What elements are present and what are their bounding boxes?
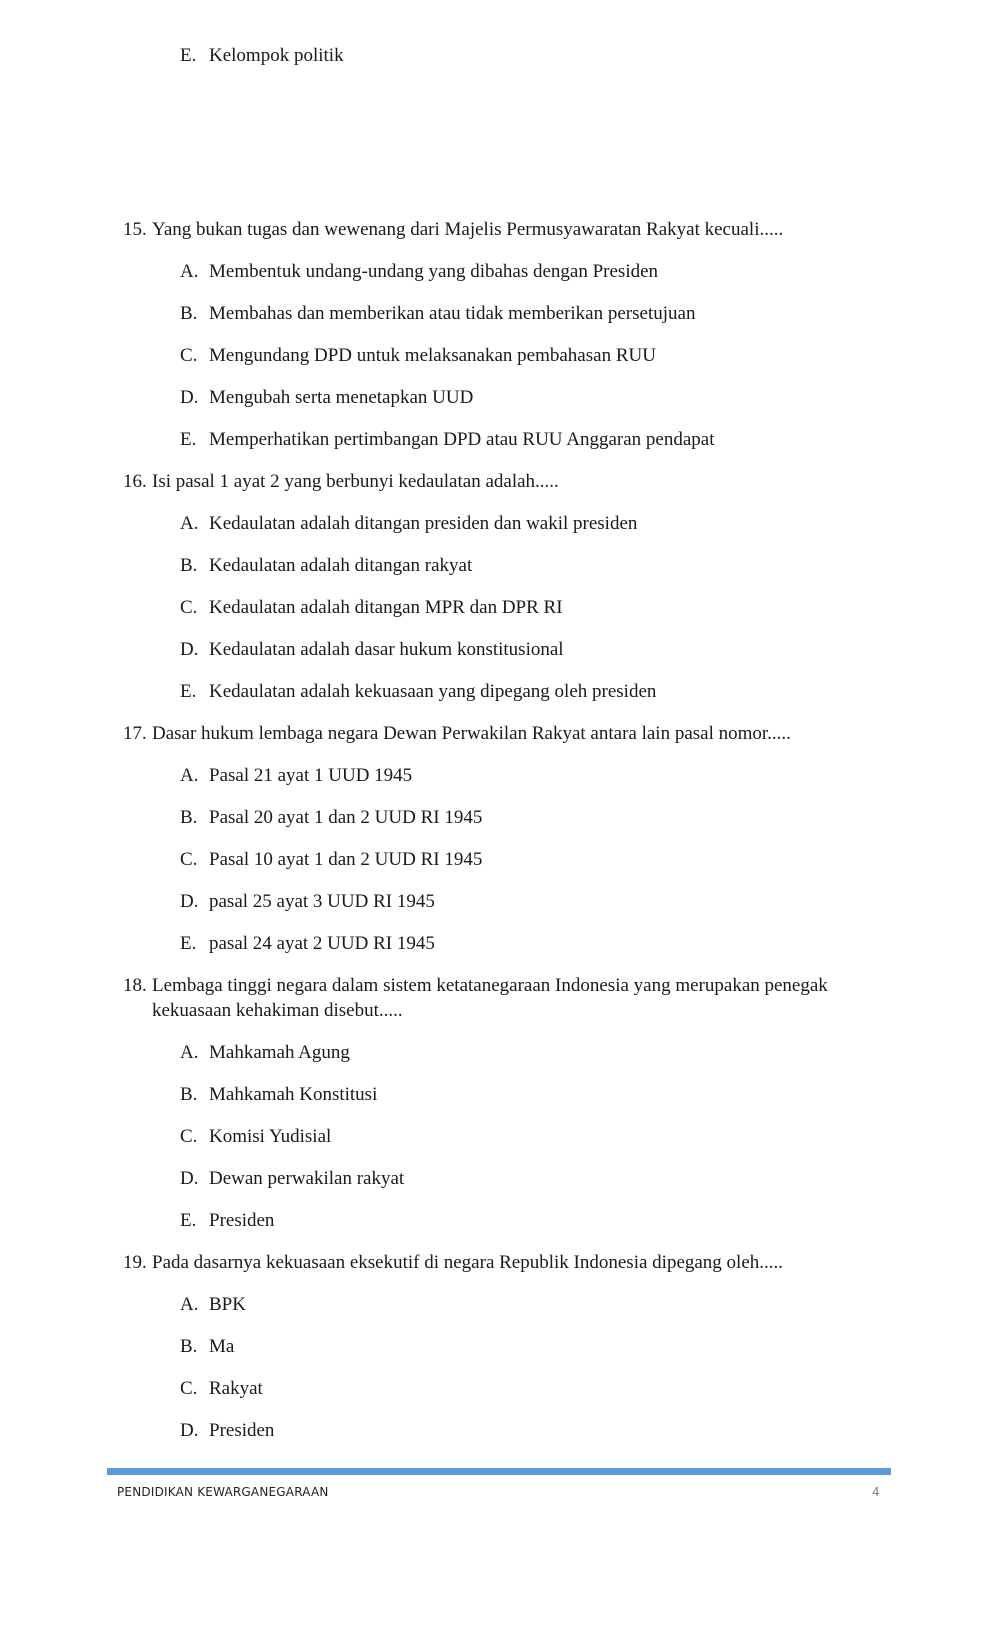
footer-title: PENDIDIKAN KEWARGANEGARAAN [117, 1485, 329, 1499]
option-text: Mengubah serta menetapkan UUD [209, 387, 474, 408]
option-text: Presiden [209, 1210, 275, 1231]
option-letter: D. [180, 1168, 199, 1189]
option-text: Kedaulatan adalah dasar hukum konstitusional [209, 639, 564, 660]
option-text: Membentuk undang-undang yang dibahas dengan Presiden [209, 261, 659, 282]
option-letter: D. [180, 639, 199, 660]
footer-divider [107, 1468, 891, 1475]
option-text: Ma [209, 1336, 235, 1357]
question-number: 19. [123, 1252, 147, 1273]
option-letter: A. [180, 765, 199, 786]
option-letter: B. [180, 1336, 198, 1357]
option-letter: E. [180, 429, 197, 450]
option-text: Kedaulatan adalah kekuasaan yang dipegang oleh presiden [209, 681, 657, 702]
question-text: Dasar hukum lembaga negara Dewan Perwakilan Rakyat antara lain pasal nomor..... [152, 723, 791, 744]
option-letter: E. [180, 1210, 197, 1231]
option-letter: A. [180, 1294, 199, 1315]
option-text: Presiden [209, 1420, 275, 1441]
option-text: Memperhatikan pertimbangan DPD atau RUU Anggaran pendapat [209, 429, 715, 450]
option-text: pasal 24 ayat 2 UUD RI 1945 [209, 933, 435, 954]
option-letter: D. [180, 1420, 199, 1441]
option-letter: B. [180, 1084, 198, 1105]
option-text: Kedaulatan adalah ditangan rakyat [209, 555, 473, 576]
question-number: 18. [123, 975, 147, 996]
option-letter: D. [180, 891, 199, 912]
question-text: Yang bukan tugas dan wewenang dari Majelis Permusyawaratan Rakyat kecuali..... [152, 219, 784, 240]
option-text: Mahkamah Konstitusi [209, 1084, 378, 1105]
option-text: BPK [209, 1294, 246, 1315]
option-letter: B. [180, 303, 198, 324]
option-text: Rakyat [209, 1378, 263, 1399]
question-text: Pada dasarnya kekuasaan eksekutif di negara Republik Indonesia dipegang oleh..... [152, 1252, 784, 1273]
option-letter: A. [180, 1042, 199, 1063]
option-text: Pasal 21 ayat 1 UUD 1945 [209, 765, 413, 786]
option-text: Komisi Yudisial [209, 1126, 332, 1147]
option-text: Kedaulatan adalah ditangan presiden dan wakil presiden [209, 513, 638, 534]
question-text: kekuasaan kehakiman disebut..... [152, 1000, 403, 1021]
question-text: Lembaga tinggi negara dalam sistem ketatanegaraan Indonesia yang merupakan penegak [152, 975, 828, 996]
option-letter: A. [180, 261, 199, 282]
option-text: Mengundang DPD untuk melaksanakan pembahasan RUU [209, 345, 656, 366]
page-number: 4 [872, 1485, 880, 1499]
option-text: pasal 25 ayat 3 UUD RI 1945 [209, 891, 435, 912]
option-letter: B. [180, 555, 198, 576]
question-number: 16. [123, 471, 147, 492]
question-number: 15. [123, 219, 147, 240]
option-text: Dewan perwakilan rakyat [209, 1168, 405, 1189]
option-letter: C. [180, 1378, 198, 1399]
option-letter: C. [180, 345, 198, 366]
option-letter: A. [180, 513, 199, 534]
option-letter: E. [180, 681, 197, 702]
option-letter: C. [180, 849, 198, 870]
option-letter: C. [180, 597, 198, 618]
option-text: Kedaulatan adalah ditangan MPR dan DPR RI [209, 597, 563, 618]
option-text: Kelompok politik [209, 45, 344, 66]
option-text: Mahkamah Agung [209, 1042, 350, 1063]
option-letter: E. [180, 45, 197, 66]
option-text: Membahas dan memberikan atau tidak memberikan persetujuan [209, 303, 696, 324]
option-letter: B. [180, 807, 198, 828]
option-text: Pasal 10 ayat 1 dan 2 UUD RI 1945 [209, 849, 483, 870]
option-letter: C. [180, 1126, 198, 1147]
question-number: 17. [123, 723, 147, 744]
option-text: Pasal 20 ayat 1 dan 2 UUD RI 1945 [209, 807, 483, 828]
option-letter: D. [180, 387, 199, 408]
option-letter: E. [180, 933, 197, 954]
question-text: Isi pasal 1 ayat 2 yang berbunyi kedaulatan adalah..... [152, 471, 559, 492]
